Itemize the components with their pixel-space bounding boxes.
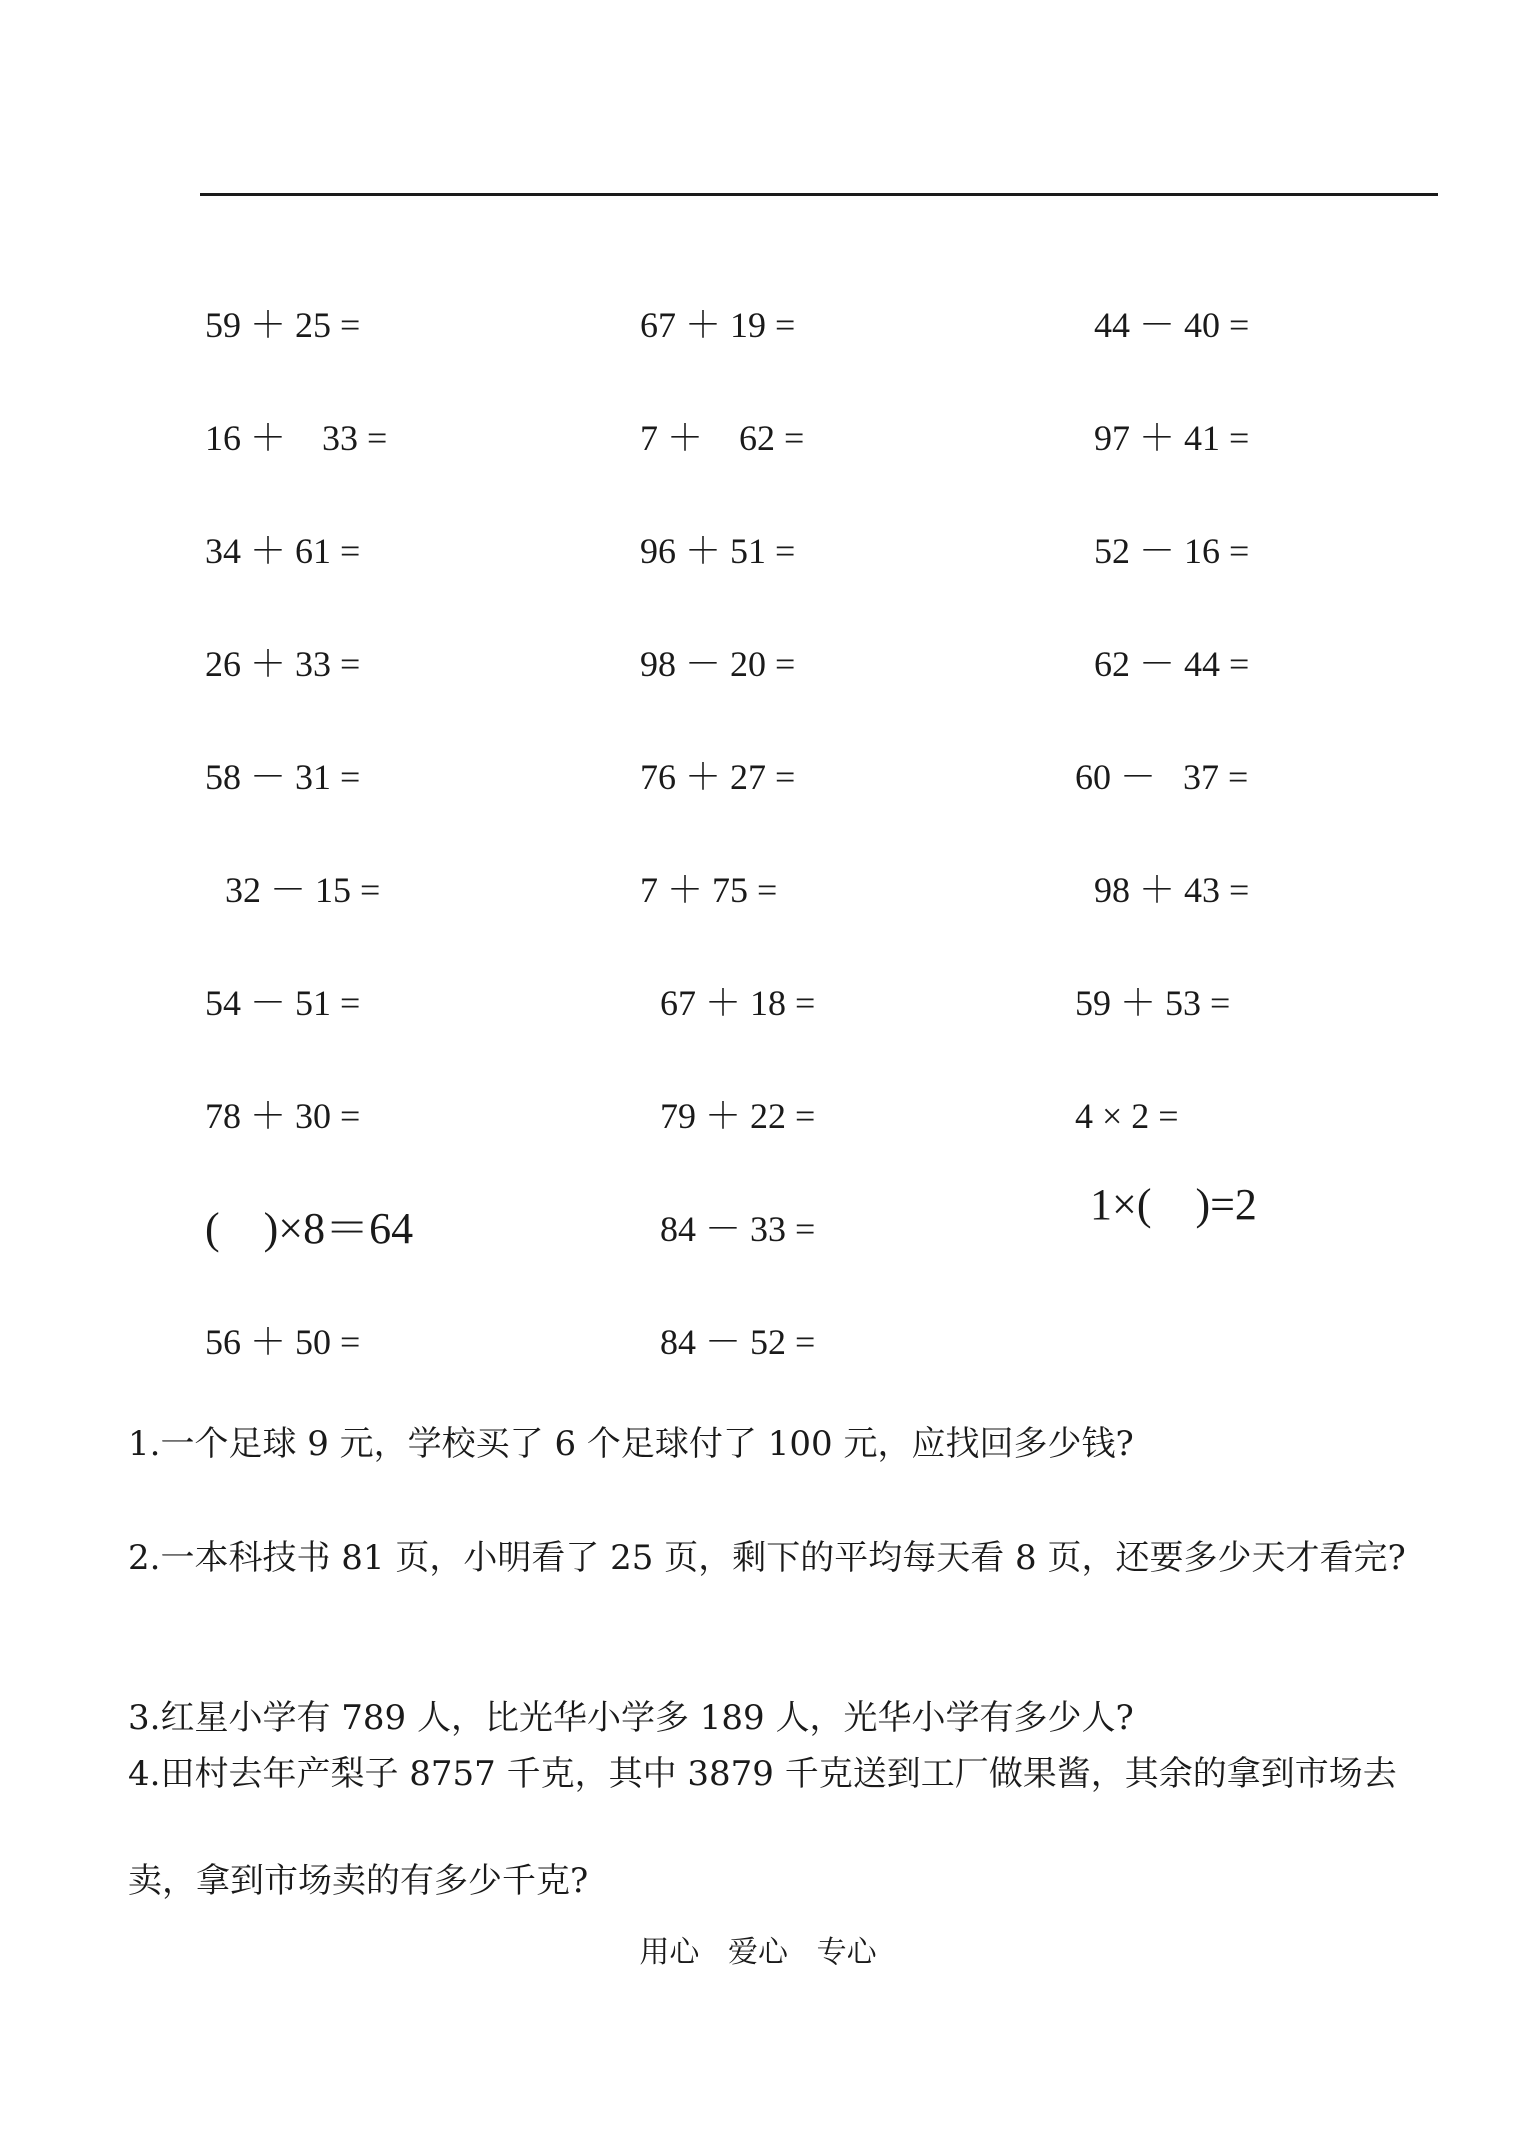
problem-c1-r1: 59 ＋ 25 = <box>205 305 361 345</box>
problem-c2-r6: 7 ＋ 75 = <box>640 870 778 910</box>
problem-c3-r2: 97 ＋ 41 = <box>1094 418 1250 458</box>
problem-c2-r5: 76 ＋ 27 = <box>640 757 796 797</box>
problem-c2-r8: 79 ＋ 22 = <box>660 1096 816 1136</box>
problem-c3-r7: 59 ＋ 53 = <box>1075 983 1231 1023</box>
problem-c1-r5: 58 － 31 = <box>205 757 361 797</box>
problem-c2-r9: 84 － 33 = <box>660 1209 816 1249</box>
problem-c3-r3: 52 － 16 = <box>1094 531 1250 571</box>
problem-c1-r7: 54 － 51 = <box>205 983 361 1023</box>
footer-motto: 用心 爱心 专心 <box>639 1935 877 1970</box>
problem-c3-r6: 98 ＋ 43 = <box>1094 870 1250 910</box>
problem-c1-r8: 78 ＋ 30 = <box>205 1096 361 1136</box>
problem-c2-r10: 84 － 52 = <box>660 1322 816 1362</box>
problem-c1-r2: 16 ＋ 33 = <box>205 418 388 458</box>
problem-c1-r9: ( )×8＝64 <box>205 1204 414 1253</box>
problem-c1-r4: 26 ＋ 33 = <box>205 644 361 684</box>
word-problem-3: 3.红星小学有 789 人，比光华小学多 189 人，光华小学有多少人? <box>128 1698 1134 1738</box>
problem-c3-r1: 44 － 40 = <box>1094 305 1250 345</box>
problem-c2-r3: 96 ＋ 51 = <box>640 531 796 571</box>
problem-c2-r1: 67 ＋ 19 = <box>640 305 796 345</box>
word-problem-2: 2.一本科技书 81 页，小明看了 25 页，剩下的平均每天看 8 页，还要多少天才看完? <box>128 1538 1406 1578</box>
problem-c3-r5: 60 － 37 = <box>1075 757 1249 797</box>
problem-c3-r8: 4 × 2 = <box>1075 1096 1179 1136</box>
word-problem-4: 4.田村去年产梨子 8757 千克，其中 3879 千克送到工厂做果酱，其余的拿到市场去 <box>128 1754 1397 1794</box>
word-problem-1: 1.一个足球 9 元，学校买了 6 个足球付了 100 元，应找回多少钱? <box>128 1424 1134 1464</box>
problem-c3-r4: 62 － 44 = <box>1094 644 1250 684</box>
problem-c2-r7: 67 ＋ 18 = <box>660 983 816 1023</box>
problem-c1-r3: 34 ＋ 61 = <box>205 531 361 571</box>
word-problem-4-continued: 卖，拿到市场卖的有多少千克? <box>128 1861 589 1901</box>
problem-c3-r9: 1×( )=2 <box>1090 1180 1257 1229</box>
problem-c2-r4: 98 － 20 = <box>640 644 796 684</box>
problem-c1-r10: 56 ＋ 50 = <box>205 1322 361 1362</box>
problem-c2-r2: 7 ＋ 62 = <box>640 418 805 458</box>
problem-c1-r6: 32 － 15 = <box>225 870 381 910</box>
